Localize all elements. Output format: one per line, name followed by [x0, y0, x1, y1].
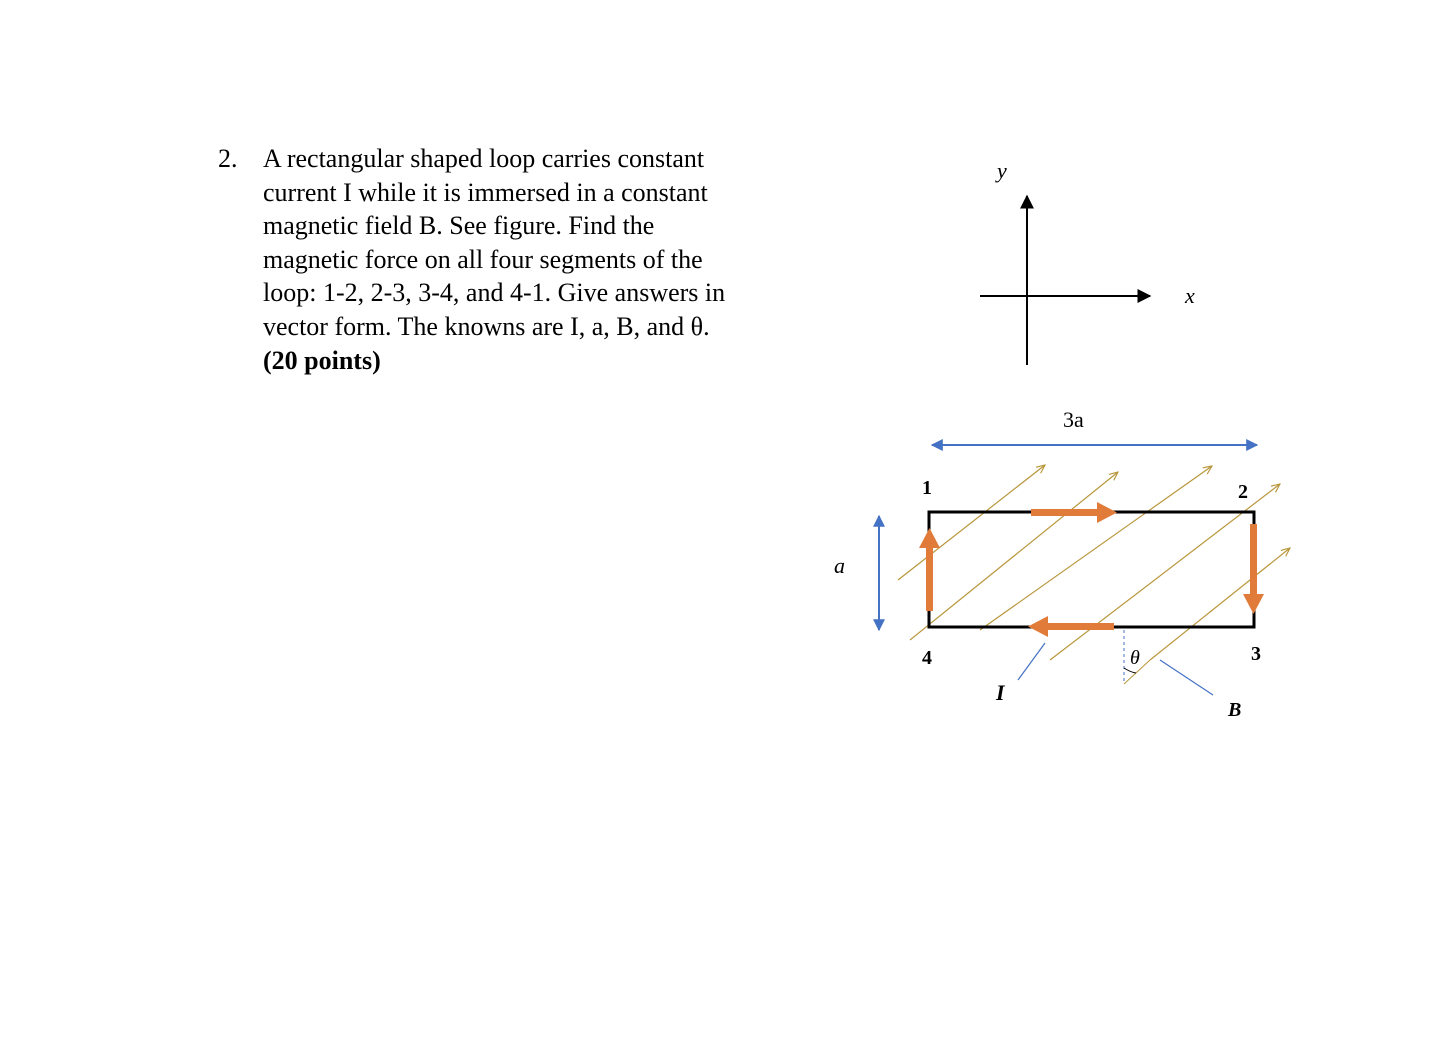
field-lines	[898, 465, 1290, 660]
corner-2-label: 2	[1238, 481, 1248, 503]
problem-number: 2.	[218, 144, 238, 173]
field-line	[1150, 548, 1290, 660]
corner-1-label: 1	[922, 477, 932, 499]
current-arrow-1-2	[1031, 502, 1117, 523]
width-label: 3a	[1063, 407, 1084, 432]
corner-4-label: 4	[922, 647, 932, 669]
problem-points: (20 points)	[263, 345, 381, 375]
y-axis-label: y	[997, 158, 1007, 183]
current-arrow-3-4	[1028, 616, 1114, 637]
current-arrow-2-3	[1243, 524, 1264, 614]
problem-line-2: current I while it is immersed in a constant	[263, 177, 708, 207]
problem-line-3: magnetic field B. See figure. Find the	[263, 211, 655, 241]
field-leader-line	[1160, 660, 1213, 695]
current-loop	[929, 512, 1254, 627]
current-arrow-4-1	[919, 528, 940, 611]
axes	[980, 158, 1195, 365]
angle-label: θ	[1130, 647, 1140, 669]
current-leader-line	[1018, 643, 1045, 680]
field-line	[980, 466, 1212, 630]
field-line	[910, 472, 1118, 640]
problem-line-4: magnetic force on all four segments of the	[263, 244, 703, 274]
current-arrows	[919, 502, 1264, 637]
field-label: B	[1228, 699, 1242, 721]
x-axis-label: x	[1185, 283, 1195, 308]
corner-3-label: 3	[1251, 643, 1261, 665]
field-line	[898, 465, 1045, 580]
height-label: a	[834, 553, 845, 578]
problem-line-1: A rectangular shaped loop carries constant	[263, 144, 705, 173]
current-label: I	[996, 680, 1005, 705]
problem-line-6: vector form. The knowns are I, a, B, and θ.	[263, 311, 710, 341]
problem-line-5: loop: 1-2, 2-3, 3-4, and 4-1. Give answers in	[263, 278, 726, 308]
